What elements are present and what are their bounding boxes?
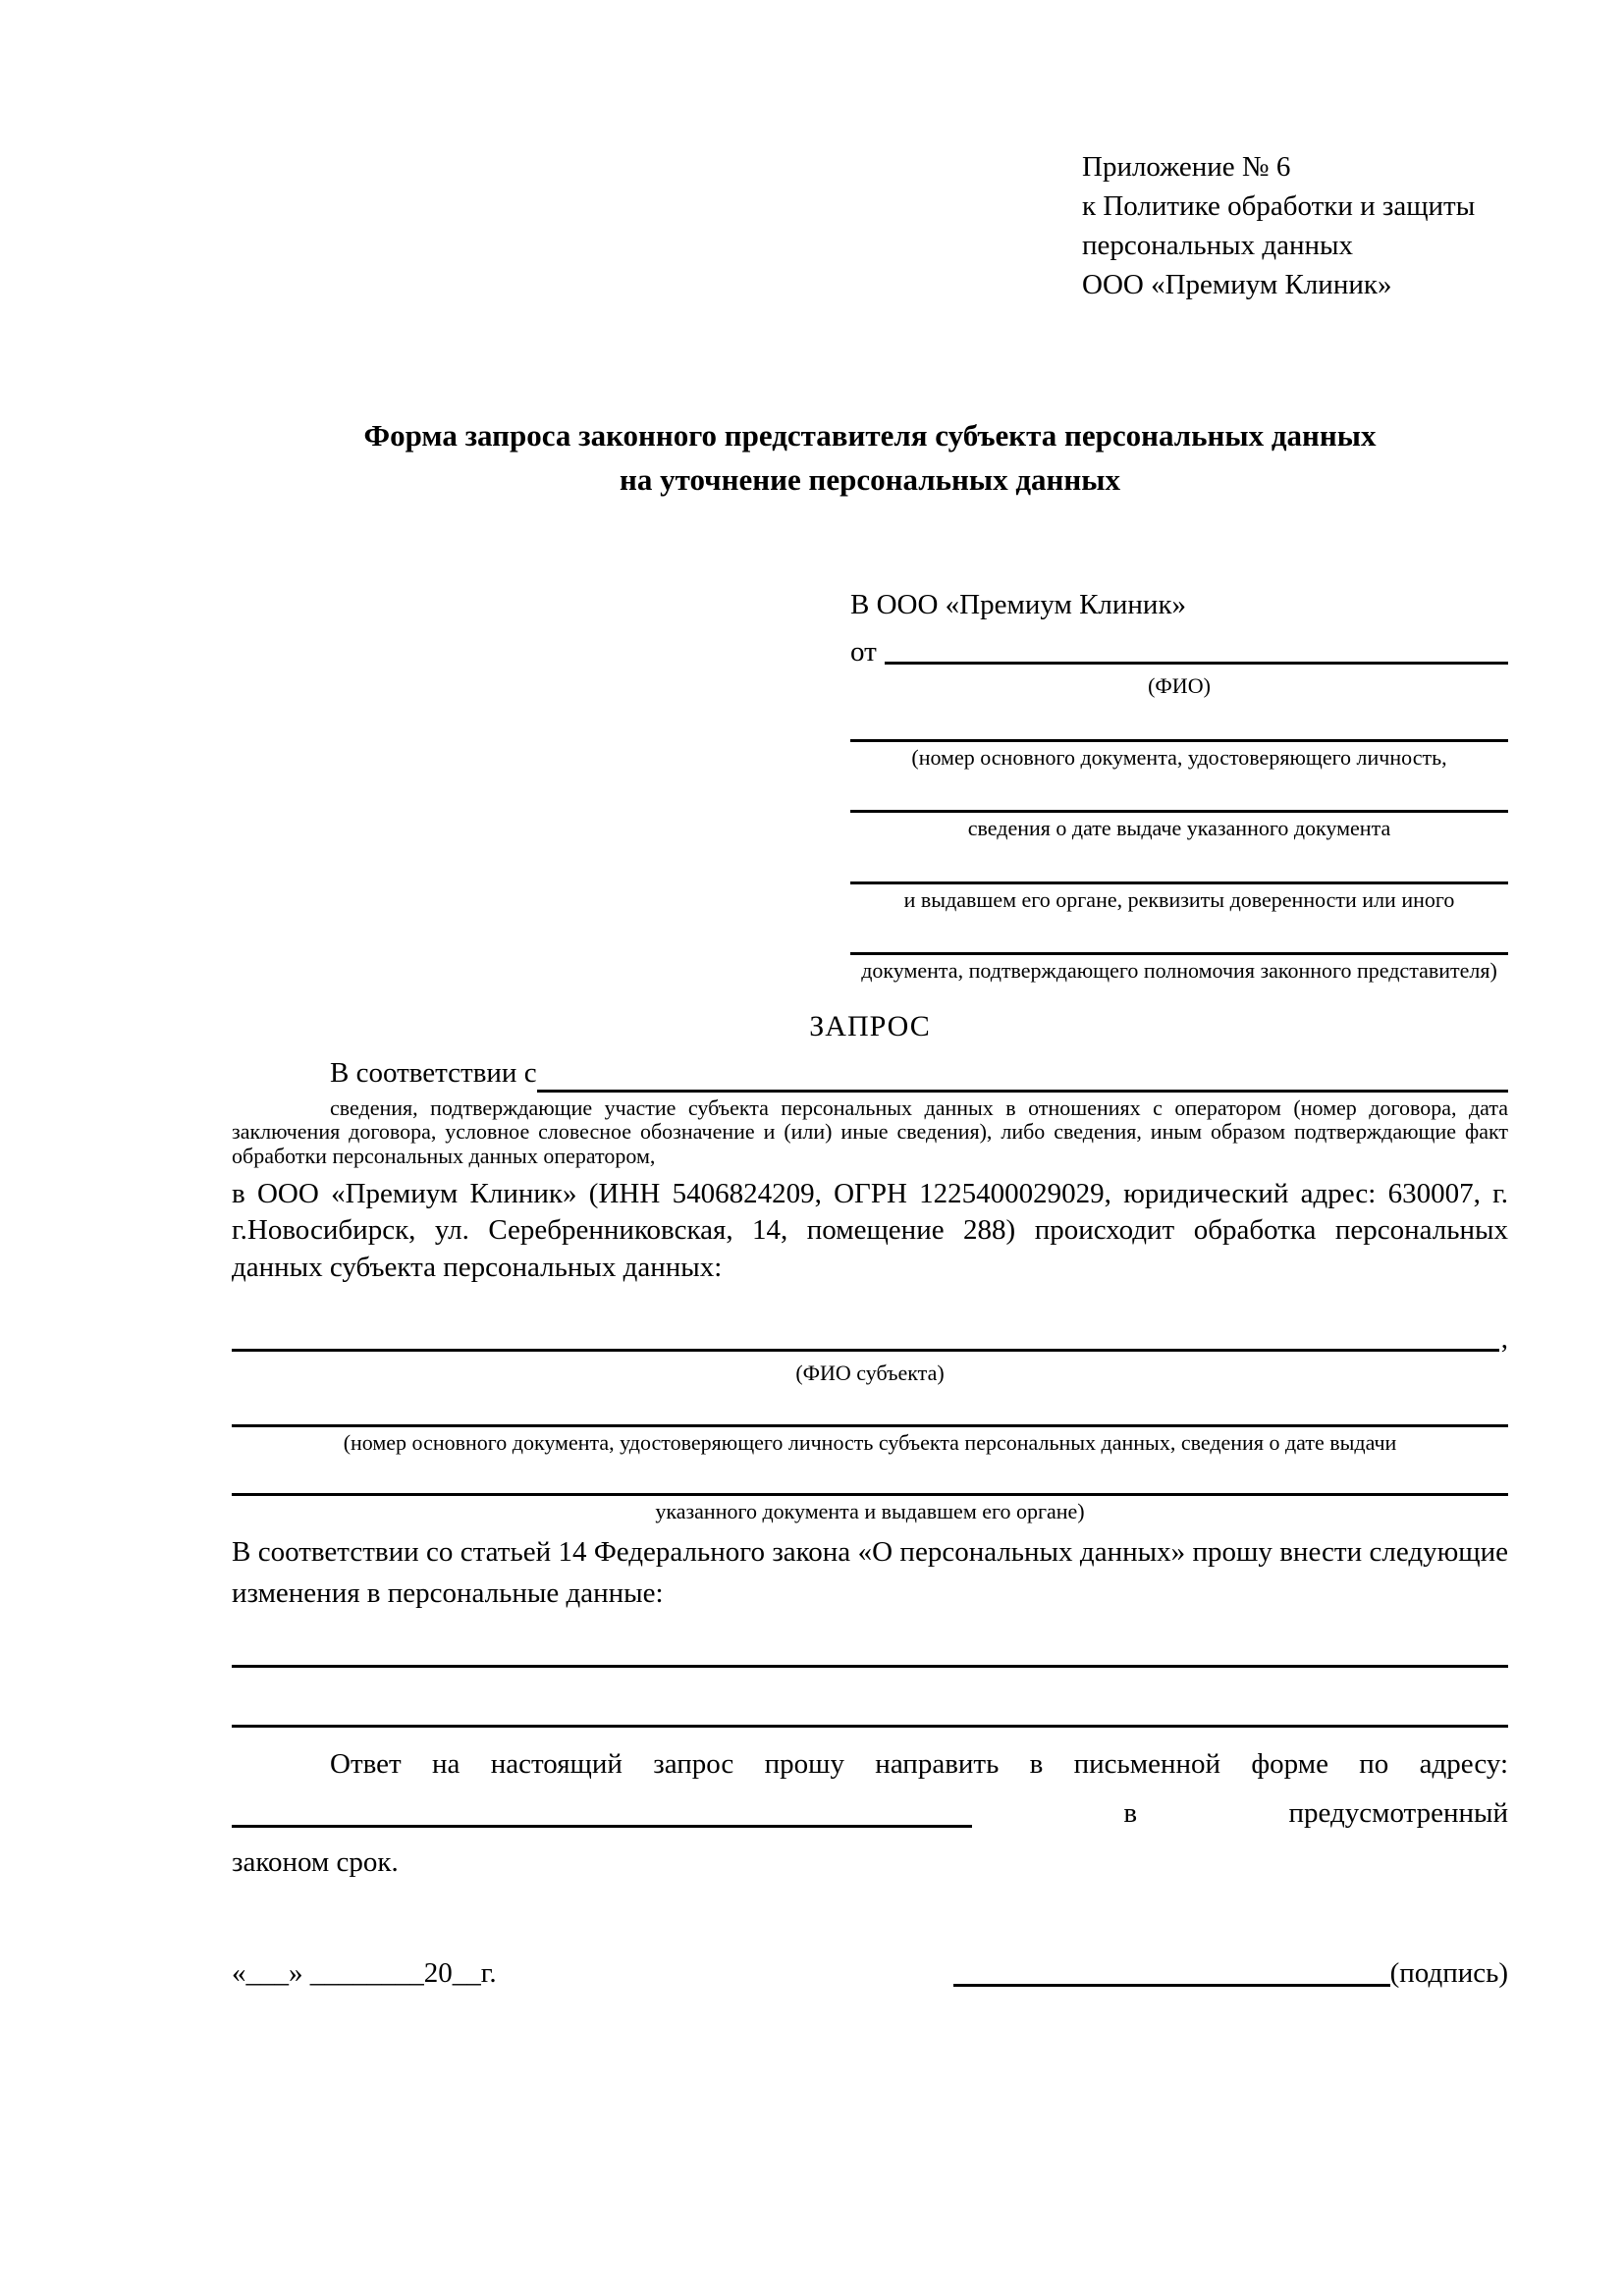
date-field[interactable]: «___» ________20__г. bbox=[232, 1957, 497, 1990]
basis-label: В соответствии с bbox=[330, 1056, 537, 1089]
changes-fill-line-1[interactable] bbox=[232, 1665, 1508, 1668]
representative-fio-caption: (ФИО) bbox=[1148, 673, 1211, 699]
answer-word-1: в bbox=[1123, 1797, 1138, 1830]
answer-paragraph: Ответ на настоящий запрос прошу направить в письменной форме по адресу: bbox=[330, 1747, 1508, 1780]
basis-caption: сведения, подтверждающие участие субъекта персональных данных в отношениях с оператором (номер договора, дата заключения договора, условное словесное обозначение и (или) иные сведения), либо сведения, иным образом подтверждающие факт обработки персональных данных оператором, bbox=[232, 1095, 1508, 1168]
signature-group bbox=[953, 1955, 1508, 1993]
answer-address-row bbox=[232, 1792, 1508, 1834]
rep-doc-fill-line-2[interactable] bbox=[850, 810, 1508, 813]
rep-doc-fill-line-1[interactable] bbox=[850, 739, 1508, 742]
subject-fio-fill-line[interactable] bbox=[232, 1349, 1499, 1352]
law-paragraph: В соответствии со статьей 14 Федерального закона «О персональных данных» прошу внести следующие изменения в персональные данные: bbox=[232, 1535, 1508, 1609]
footer-row bbox=[232, 1955, 1508, 1993]
rep-doc-caption-1: (номер основного документа, удостоверяющего личность, bbox=[911, 744, 1447, 770]
rep-doc-caption-2: сведения о дате выдаче указанного документа bbox=[967, 816, 1391, 841]
answer-tail: законом срок. bbox=[232, 1846, 399, 1879]
from-label: от bbox=[850, 635, 877, 667]
signature-caption: (подпись) bbox=[1389, 1957, 1508, 1990]
form-title-line-1: Форма запроса законного представителя субъекта персональных данных bbox=[363, 418, 1377, 454]
rep-doc-group-1 bbox=[850, 739, 1508, 772]
appendix-line: к Политике обработки и защиты bbox=[1082, 190, 1476, 223]
rep-doc-group-2 bbox=[850, 810, 1508, 842]
rep-doc-fill-line-4[interactable] bbox=[850, 952, 1508, 955]
subject-doc-fill-line-2[interactable] bbox=[232, 1493, 1508, 1496]
address-fill-line[interactable] bbox=[232, 1825, 972, 1828]
rep-doc-caption-3: и выдавшем его органе, реквизиты доверенности или иного bbox=[903, 886, 1455, 912]
request-heading: ЗАПРОС bbox=[809, 1009, 931, 1042]
rep-doc-group-3 bbox=[850, 881, 1508, 914]
appendix-line: ООО «Премиум Клиник» bbox=[1082, 269, 1392, 301]
appendix-line: Приложение № 6 bbox=[1082, 151, 1291, 183]
appendix-note bbox=[1082, 147, 1508, 304]
addressee-block bbox=[850, 587, 1508, 985]
subject-fio-row bbox=[232, 1321, 1508, 1359]
subject-fio-caption: (ФИО субъекта) bbox=[795, 1361, 945, 1386]
answer-word-2: предусмотренный bbox=[1288, 1797, 1508, 1830]
subject-doc-fill-line-1[interactable] bbox=[232, 1424, 1508, 1427]
form-title bbox=[232, 414, 1508, 503]
rep-doc-fill-line-3[interactable] bbox=[850, 881, 1508, 884]
rep-doc-caption-4: документа, подтверждающего полномочия законного представителя) bbox=[861, 958, 1497, 984]
from-row bbox=[850, 634, 1508, 671]
subject-doc-caption-1: (номер основного документа, удостоверяющего личность субъекта персональных данных, сведения о дате выдачи bbox=[343, 1429, 1397, 1455]
changes-fill-line-2[interactable] bbox=[232, 1725, 1508, 1728]
subject-doc-caption-2: указанного документа и выдавшем его органе) bbox=[655, 1499, 1085, 1524]
basis-fill-line[interactable] bbox=[537, 1090, 1508, 1093]
appendix-line: персональных данных bbox=[1082, 230, 1354, 262]
addressee-org: В ООО «Премиум Клиник» bbox=[850, 588, 1187, 620]
form-title-line-2: на уточнение персональных данных bbox=[620, 462, 1120, 497]
representative-fio-fill-line[interactable] bbox=[885, 662, 1508, 665]
basis-row bbox=[232, 1055, 1508, 1093]
rep-doc-group-4 bbox=[850, 952, 1508, 985]
subject-fio-comma: , bbox=[1500, 1322, 1508, 1355]
document-content bbox=[232, 147, 1508, 1993]
signature-fill-line[interactable] bbox=[953, 1984, 1390, 1987]
operator-paragraph: в ООО «Премиум Клиник» (ИНН 5406824209, ОГРН 1225400029029, юридический адрес: 630007, г. г.Новосибирск, ул. Серебренниковская, 14, помещение 288) происходит обработка персональных данных субъекта персональных данных: bbox=[232, 1178, 1508, 1283]
